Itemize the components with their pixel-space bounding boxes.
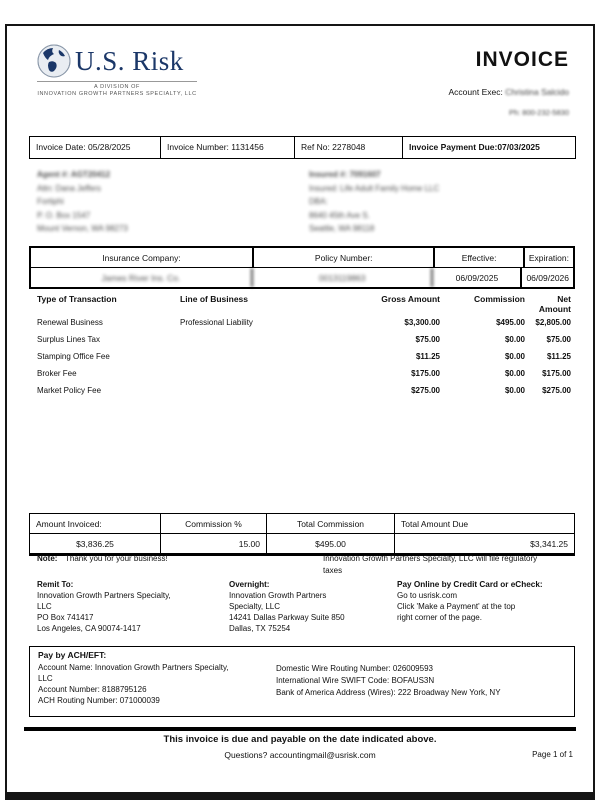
footer-questions: Questions? accountingmail@usrisk.com: [224, 750, 376, 760]
policy-expiration-value: 06/09/2026: [526, 272, 569, 283]
note-text: Thank you for your business!: [65, 554, 168, 563]
insured-address1: 8640 45th Ave S.: [309, 210, 370, 220]
totals-amount-invoiced: $3,836.25: [30, 534, 161, 553]
totals-header-total-commission: Total Commission: [267, 514, 395, 533]
policy-header-expiration: Expiration:: [528, 252, 569, 263]
overnight-block: [229, 579, 397, 634]
tx-lob: [180, 352, 350, 361]
ach-account-name: Account Name: Innovation Growth Partners Specialty,: [38, 663, 229, 672]
pay-online-line: Go to usrisk.com: [397, 591, 458, 600]
policy-company-value: James River Ins. Co.: [31, 268, 253, 287]
ach-eft-box: [29, 646, 575, 717]
policy-number-value: 0013119863: [253, 268, 434, 287]
tx-gross: $275.00: [411, 386, 440, 395]
footer-due-line: This invoice is due and payable on the date indicated above.: [163, 734, 437, 745]
tx-lob: [180, 386, 350, 395]
transaction-row: [37, 386, 571, 395]
insured-number: Insured #: 7091607: [309, 170, 381, 179]
tx-commission: $495.00: [496, 318, 525, 327]
transaction-row: [37, 318, 571, 327]
tx-header-gross: Gross Amount: [381, 294, 440, 304]
agent-attn: Attn: Dana Jeffers: [37, 183, 101, 193]
ach-account-number: Account Number: 8188795126: [38, 685, 147, 694]
invoice-meta-strip: [29, 136, 575, 159]
logo-division-line2: INNOVATION GROWTH PARTNERS SPECIALTY, LLC: [37, 91, 197, 97]
tx-type: Stamping Office Fee: [37, 352, 110, 361]
globe-icon: [37, 44, 71, 78]
remit-line: PO Box 741417: [37, 613, 94, 622]
tx-net: $175.00: [542, 369, 571, 378]
remit-line: Los Angeles, CA 90074-1417: [37, 624, 141, 633]
account-exec-label: Account Exec:: [448, 87, 503, 97]
tx-lob: [180, 369, 350, 378]
totals-total-due: $3,341.25: [530, 538, 568, 549]
pay-online-line: Click 'Make a Payment' at the top: [397, 602, 516, 611]
totals-table: [29, 513, 575, 556]
transaction-row: [37, 369, 571, 378]
overnight-line: Innovation Growth Partners: [229, 591, 327, 600]
note-row: [37, 553, 571, 576]
insured-address2: Seattle, WA 98118: [309, 224, 375, 233]
insured-address-block: [309, 168, 569, 236]
logo-divider: [37, 81, 197, 82]
pay-online-block: [397, 579, 571, 634]
tx-gross: $3,300.00: [404, 318, 440, 327]
policy-table-data-row: [31, 268, 573, 287]
bank-address: Bank of America Address (Wires): 222 Broadway New York, NY: [276, 688, 501, 697]
invoice-title: INVOICE: [475, 48, 569, 71]
logo-wordmark: U.S. Risk: [75, 45, 184, 76]
totals-header-commission-pct: Commission %: [161, 514, 267, 533]
invoice-number-cell: Invoice Number: 1131456: [160, 136, 295, 159]
policy-header-number: Policy Number:: [254, 248, 435, 267]
payment-due-cell: Invoice Payment Due:07/03/2025: [402, 136, 576, 159]
account-exec-name: Christina Salcido: [505, 87, 569, 97]
remit-line: LLC: [37, 602, 52, 611]
insured-name: Insured: Life Adult Family Home LLC: [309, 183, 440, 193]
tx-gross: $11.25: [415, 352, 440, 361]
pay-online-line: right corner of the page.: [397, 613, 482, 622]
tx-net: $275.00: [542, 386, 571, 395]
ach-heading: Pay by ACH/EFT:: [38, 650, 107, 660]
tx-lob: Professional Liability: [180, 318, 253, 327]
tx-header-net: Net Amount: [538, 294, 571, 314]
remit-to-block: [37, 579, 229, 634]
wire-details: [268, 662, 566, 706]
invoice-page: [5, 24, 595, 800]
transaction-row: [37, 352, 571, 361]
tx-commission: $0.00: [504, 386, 525, 395]
agent-address1: P. O. Box 1547: [37, 210, 91, 220]
agent-address-block: [37, 168, 287, 236]
overnight-heading: Overnight:: [229, 580, 270, 589]
pay-online-heading: Pay Online by Credit Card or eCheck:: [397, 580, 543, 589]
tx-header-commission: Commission: [473, 294, 525, 304]
tx-net: $2,805.00: [535, 318, 571, 327]
footer-page-number: Page 1 of 1: [532, 750, 573, 759]
transaction-row: [37, 335, 571, 344]
note-regulatory-text: Innovation Growth Partners Specialty, LLC will file regulatory taxes: [323, 554, 538, 575]
overnight-line: Specialty, LLC: [229, 602, 280, 611]
agent-number: Agent #: AGT20412: [37, 170, 111, 179]
tx-net: $11.25: [546, 352, 571, 361]
ach-routing-number: ACH Routing Number: 071000039: [38, 696, 160, 705]
agent-company: Fortiphi: [37, 197, 64, 206]
account-exec-phone: Ph: 800-232-5830: [508, 108, 569, 117]
totals-value-row: [30, 534, 574, 553]
tx-gross: $175.00: [411, 369, 440, 378]
totals-commission-pct: 15.00: [161, 534, 267, 553]
policy-effective-value: 06/09/2025: [433, 268, 522, 287]
transactions-header-row: [37, 294, 571, 314]
invoice-date-cell: Invoice Date: 05/28/2025: [29, 136, 161, 159]
overnight-line: 14241 Dallas Parkway Suite 850: [229, 613, 345, 622]
totals-header-amount-invoiced: Amount Invoiced:: [30, 514, 161, 533]
tx-commission: $0.00: [504, 369, 525, 378]
swift-code: International Wire SWIFT Code: BOFAUS3N: [276, 676, 435, 685]
insured-dba: DBA:: [309, 197, 328, 206]
tx-commission: $0.00: [504, 352, 525, 361]
remit-line: Innovation Growth Partners Specialty,: [37, 591, 171, 600]
tx-header-lob: Line of Business: [180, 294, 249, 304]
policy-header-effective: Effective:: [435, 248, 524, 267]
totals-header-total-due: Total Amount Due: [401, 518, 469, 529]
footer-divider: [24, 727, 576, 731]
note-label: Note:: [37, 554, 58, 563]
tx-gross: $75.00: [415, 335, 440, 344]
domestic-wire-routing: Domestic Wire Routing Number: 026009593: [276, 664, 433, 673]
tx-header-type: Type of Transaction: [37, 294, 117, 304]
tx-net: $75.00: [546, 335, 571, 344]
tx-type: Broker Fee: [37, 369, 77, 378]
overnight-line: Dallas, TX 75254: [229, 624, 291, 633]
ach-account-name2: LLC: [38, 674, 53, 683]
totals-total-commission: $495.00: [267, 534, 395, 553]
logo: [37, 44, 197, 98]
tx-type: Market Policy Fee: [37, 386, 102, 395]
logo-division-line1: A DIVISION OF: [93, 84, 140, 90]
tx-type: Surplus Lines Tax: [37, 335, 100, 344]
agent-address2: Mount Vernon, WA 98273: [37, 224, 128, 233]
payment-info-columns: [37, 579, 571, 634]
tx-type: Renewal Business: [37, 318, 103, 327]
policy-table-header-row: [31, 248, 573, 268]
tx-lob: [180, 335, 350, 344]
policy-table: [29, 246, 575, 289]
ach-account-details: [38, 662, 268, 706]
ref-no-cell: Ref No: 2278048: [294, 136, 403, 159]
totals-header-row: [30, 514, 574, 534]
remit-to-heading: Remit To:: [37, 580, 74, 589]
policy-header-company: Insurance Company:: [31, 248, 254, 267]
tx-commission: $0.00: [504, 335, 525, 344]
account-exec-line: [449, 87, 570, 97]
